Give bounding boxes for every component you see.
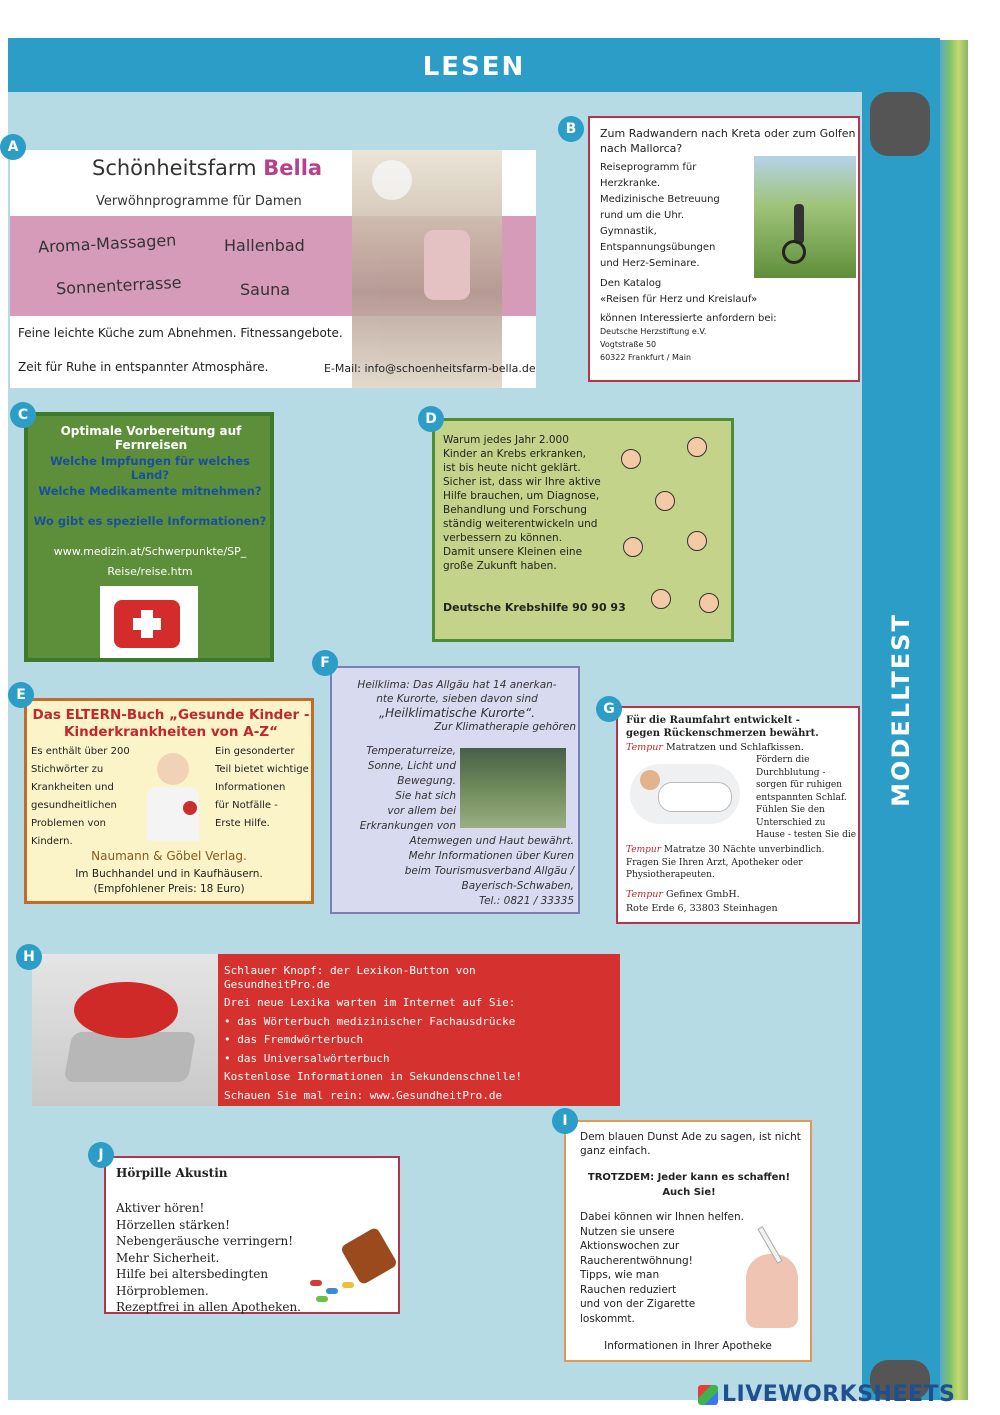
ad-h-letter: H [16, 944, 42, 970]
pill-icon [342, 1282, 354, 1288]
ad-g-trial: Tempur Matratze 30 Nächte unverbindlich. Fragen Sie Ihren Arzt, Apotheker oder Physiotherapeuten. [626, 845, 825, 880]
ad-i [564, 1120, 812, 1362]
ad-f-intro: Heilklima: Das Allgäu hat 14 anerkan- nte Kurorte, sieben davon sind „Heilklimatische Kurorte“. Zur Klimatherapie gehören [357, 679, 576, 733]
pillow-icon [658, 782, 732, 812]
sidebar-tab-top [870, 92, 930, 156]
ad-b-body: Reiseprogramm für Herzkranke. Medizinische Betreuung rund um die Uhr. Gymnastik, Entspannungsübungen und Herz-Seminare. [600, 162, 720, 269]
ad-f-landscape-image [460, 748, 566, 828]
ad-a-line2: Zeit für Ruhe in entspannter Atmosphäre. [18, 360, 269, 374]
ad-a-spa-image [352, 150, 502, 388]
candle-icon [424, 230, 470, 300]
ad-e-left: Es enthält über 200 Stichwörter zu Krankheiten und gesundheitlichen Problemen von Kindern. [31, 746, 130, 847]
ad-f [330, 666, 580, 914]
ad-d-children-illustration [615, 433, 725, 633]
ad-a-item4: Sauna [240, 280, 291, 299]
ad-d-letter: D [418, 406, 444, 432]
ad-e [24, 698, 314, 904]
ad-h-button-image [32, 954, 218, 1106]
ad-j-pills-image [302, 1222, 398, 1312]
child-icon [655, 491, 675, 511]
ad-h [32, 954, 620, 1106]
button-base-icon [64, 1032, 197, 1082]
ad-g-line1: Tempur Matratzen und Schlafkissen. [626, 742, 804, 753]
ad-a-item3: Sonnenterrasse [55, 272, 182, 299]
sidebar-label [862, 560, 940, 860]
ad-i-intro: Dem blauen Dunst Ade zu sagen, ist nicht ganz einfach. [580, 1131, 801, 1157]
ad-j-title: Hörpille Akustin [116, 1166, 228, 1180]
pill-icon [316, 1296, 328, 1302]
ad-j-letter: J [88, 1142, 114, 1168]
ad-i-footer: Informationen in Ihrer Apotheke [604, 1340, 772, 1352]
ad-b [588, 116, 860, 382]
ad-b-letter: B [558, 116, 584, 142]
ad-a-subtitle: Verwöhnprogramme für Damen [96, 194, 302, 209]
child-icon [651, 589, 671, 609]
ad-a-item1: Aroma-Massagen [37, 230, 177, 257]
sidebar-label-text: MODELLTEST [887, 613, 915, 807]
ad-b-title: Zum Radwandern nach Kreta oder zum Golfen nach Mallorca? [600, 127, 856, 155]
bicycle-wheel-icon [782, 240, 806, 264]
red-button-icon [74, 982, 178, 1038]
cyclist-icon [794, 204, 804, 244]
ad-c-url: www.medizin.at/Schwerpunkte/SP_ Reise/reise.htm [53, 545, 247, 578]
apple-icon [183, 801, 197, 815]
ad-c-q1: Welche Impfungen für welches Land? [50, 454, 250, 482]
ad-a-letter: A [0, 134, 26, 160]
child-icon [687, 437, 707, 457]
ad-a-item2: Hallenbad [224, 236, 305, 255]
hand-icon [746, 1254, 798, 1328]
ad-c-q3: Wo gibt es spezielle Informationen? [33, 514, 267, 528]
ad-a-email: E-Mail: info@schoenheitsfarm-bella.de [324, 362, 536, 375]
watermark [698, 1382, 994, 1408]
ad-c-title: Optimale Vorbereitung auf Fernreisen [60, 424, 242, 452]
ad-f-body: Temperaturreize, Sonne, Licht und Bewegung. Sie hat sich vor allem bei Erkrankungen von [359, 745, 456, 832]
ad-g-sleeper-image [630, 764, 740, 824]
ad-d-footer: Deutsche Krebshilfe 90 90 93 [443, 601, 626, 614]
pill-bottle-icon [340, 1226, 398, 1285]
ad-a-line1: Feine leichte Küche zum Abnehmen. Fitnessangebote. [18, 326, 343, 340]
ad-d-body: Warum jedes Jahr 2.000 Kinder an Krebs erkranken, ist bis heute nicht geklärt. Sicher ist, dass wir Ihre aktive Hilfe brauchen, um Diagnose, Behandlung und Forschung ständig weiterentwickeln und verbessern zu können. Damit unsere Kleinen eine große Zukunft haben. [443, 434, 601, 572]
ad-b-cyclist-image [754, 156, 856, 278]
ad-i-body: Dabei können wir Ihnen helfen. Nutzen sie unsere Aktionswochen zur Raucherentwöhnung! Tipps, wie man Rauchen reduziert und von der Zigarette loskommt. [580, 1211, 744, 1325]
ad-f-contact: Atemwegen und Haut bewährt. Mehr Informationen über Kuren beim Tourismusverband Allgäu / Bayerisch-Schwaben, Tel.: 0821 / 33335 [404, 835, 574, 907]
pill-icon [310, 1280, 322, 1286]
child-icon [687, 531, 707, 551]
section-header: LESEN [8, 38, 940, 92]
ad-e-letter: E [8, 682, 34, 708]
ad-c-kit-image [100, 586, 198, 658]
page-edge [940, 40, 968, 1400]
ad-j [104, 1156, 400, 1314]
cross-horizontal [133, 618, 161, 630]
ad-a-brand: Schönheitsfarm Bella [92, 156, 323, 180]
ad-a [10, 150, 536, 388]
child-icon [623, 537, 643, 557]
ad-e-right: Ein gesonderter Teil bietet wichtige Informationen für Notfälle - Erste Hilfe. [215, 746, 309, 829]
ad-b-contact: können Interessierte anfordern bei: Deutsche Herzstiftung e.V. Vogtstraße 50 60322 Frankfurt / Main [600, 313, 777, 362]
ad-e-title: Das ELTERN-Buch „Gesunde Kinder - Kinderkrankheiten von A-Z“ [32, 707, 310, 740]
ad-d [432, 418, 734, 642]
doctor-head-icon [157, 753, 189, 785]
ad-g-title: Für die Raumfahrt entwickelt - gegen Rückenschmerzen bewährt. [626, 715, 819, 739]
liveworksheets-logo-icon [698, 1385, 718, 1405]
ad-e-publisher: Naumann & Göbel Verlag. [91, 849, 247, 863]
ad-g-company: Tempur Gefinex GmbH. Rote Erde 6, 33803 Steinhagen [626, 889, 778, 914]
ad-i-hand-image [738, 1232, 804, 1332]
ad-i-letter: I [552, 1108, 578, 1134]
ad-i-headline: TROTZDEM: Jeder kann es schaffen! Auch Sie! [587, 1172, 791, 1198]
ad-j-body: Aktiver hören! Hörzellen stärken! Nebengeräusche verringern! Mehr Sicherheit. Hilfe bei altersbedingten Hörproblemen. Rezeptfrei in allen Apotheken. [116, 1201, 301, 1314]
ad-c-letter: C [10, 402, 36, 428]
ad-g-letter: G [596, 696, 622, 722]
ad-g-benefits: Fördern die Durchblutung - sorgen für ruhigen entspannten Schlaf. Fühlen Sie den Unterschied zu Hause - testen Sie die [756, 755, 857, 840]
ad-h-text: Schlauer Knopf: der Lexikon-Button von GesundheitPro.de Drei neue Lexika warten im Internet auf Sie: • das Wörterbuch medizinischer Fachausdrücke • das Fremdwörterbuch • das Universalwörterbuch Kostenlose Informationen in Sekundenschnelle! Schauen Sie mal rein: www.GesundheitPro.de [224, 964, 523, 1102]
child-icon [621, 449, 641, 469]
ad-c [24, 412, 274, 662]
ad-f-letter: F [312, 650, 338, 676]
ad-c-q2: Welche Medikamente mitnehmen? [38, 484, 262, 498]
watermark-text: LIVEWORKSHEETS [722, 1382, 956, 1407]
first-aid-kit-icon [114, 600, 180, 648]
sleeper-head-icon [640, 770, 660, 790]
ad-b-catalog: Den Katalog «Reisen für Herz und Kreislauf» [600, 278, 758, 305]
ad-e-doctor-image [137, 749, 209, 843]
ad-e-sales: Im Buchhandel und in Kaufhäusern. (Empfohlener Preis: 18 Euro) [75, 868, 263, 895]
flower-icon [372, 160, 412, 200]
pill-icon [326, 1288, 338, 1294]
ad-g [616, 706, 860, 924]
child-icon [699, 593, 719, 613]
